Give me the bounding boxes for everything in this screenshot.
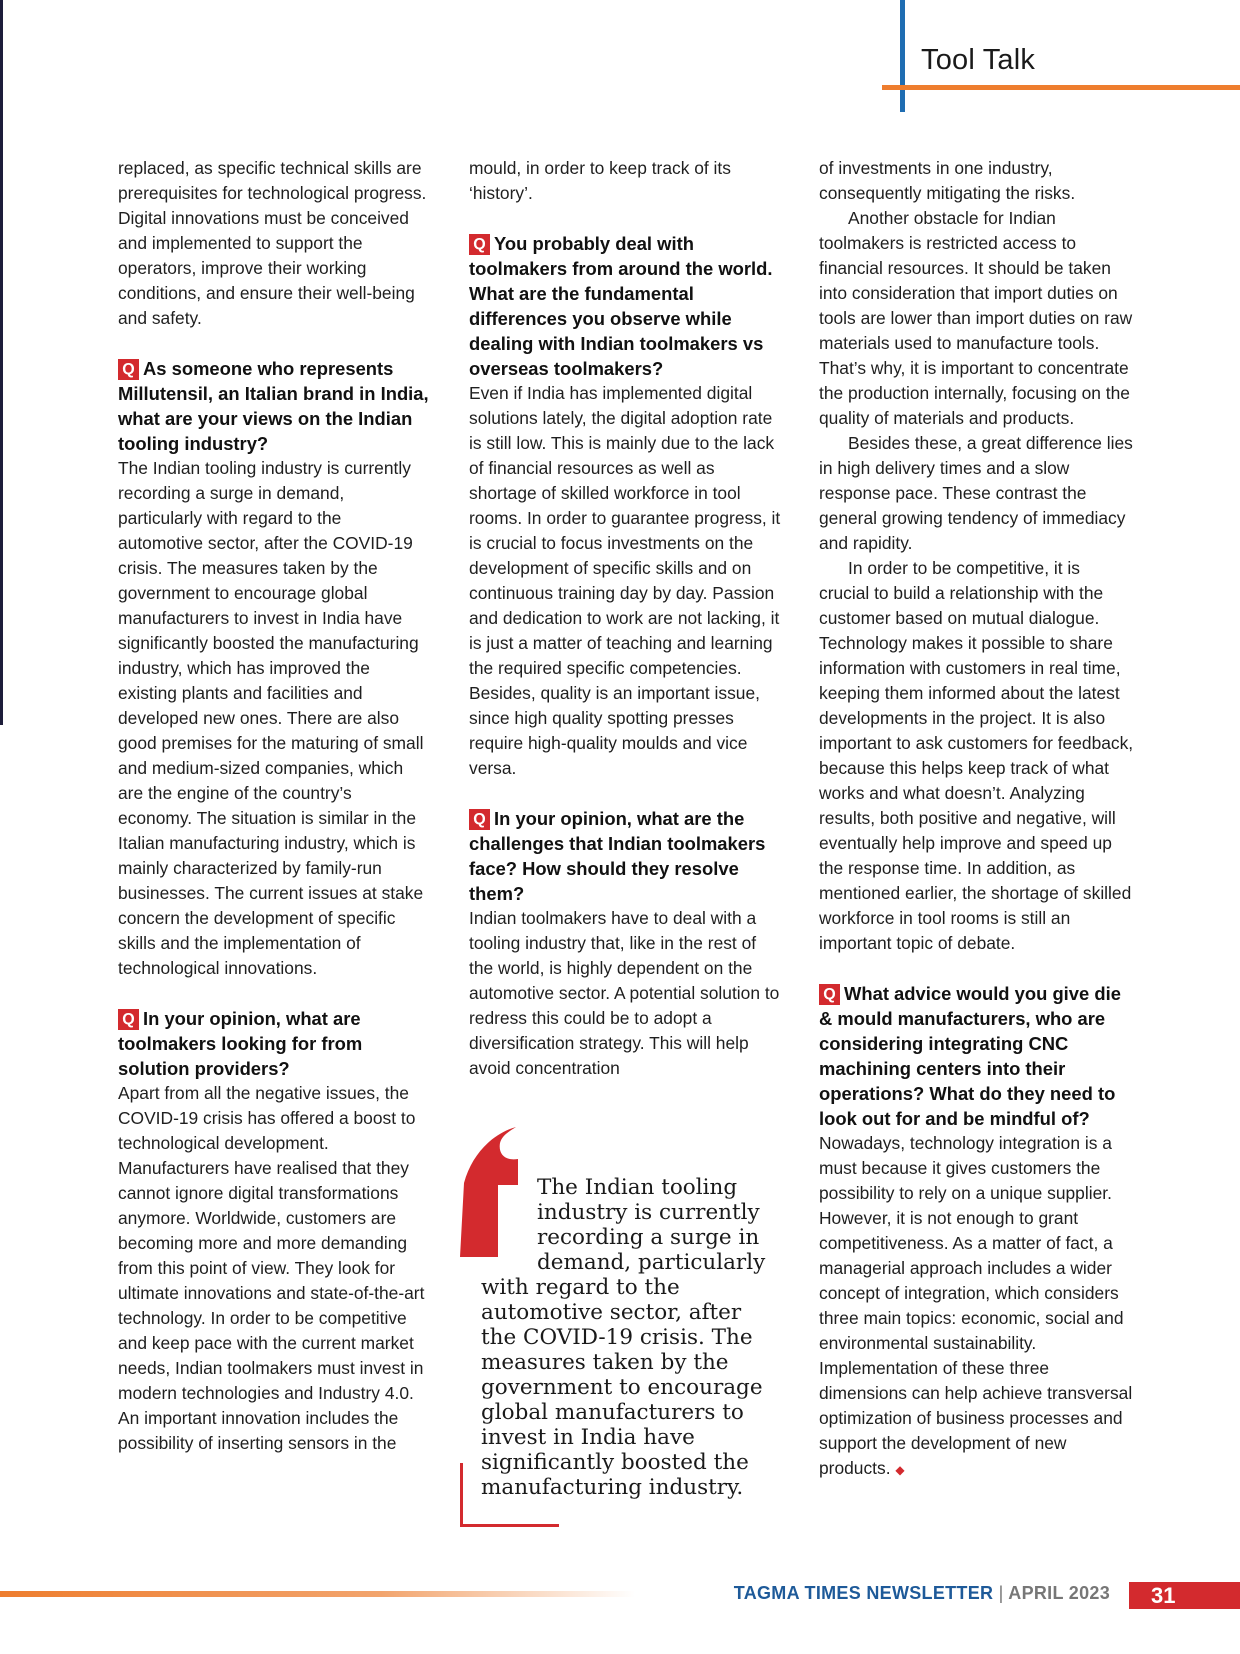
pull-quote-text: The Indian tooling industry is currently recording a surge in demand, particularly with regard to the automotive sector, after the COVID-19 crisis. The measures taken by the government to encourage global manufacturers to invest in India have significantly boosted the manufacturing industry.: [481, 1175, 766, 1500]
answer-paragraph: Even if India has implemented digital solutions lately, the digital adoption rate is still low. This is mainly due to the lack of financial resources as well as shortage of skilled workforce in tool rooms. In order to guarantee progress, it is crucial to focus investments on the development of specific skills and on continuous training day by day. Passion and dedication to work are not lacking, it is just a matter of teaching and learning the required specific competencies. Besides, quality is an important issue, since high quality spotting presses require high-quality moulds and vice versa.: [469, 383, 781, 778]
paragraph: mould, in order to keep track of its ‘history’.: [469, 158, 731, 203]
paragraph: In order to be competitive, it is crucial to build a relationship with the customer based on mutual dialogue. Technology makes it possible to share information with customers in real time, keeping them informed about the latest developments in the project. It is also important to ask customers for feedback, because this helps keep track of what works and what doesn’t. Analyzing results, both positive and negative, will eventually help improve and speed up the response time. In addition, as mentioned earlier, the shortage of skilled workforce in tool rooms is still an important topic of debate.: [819, 558, 1134, 953]
question-text: As someone who represents Millutensil, an Italian brand in India, what are your views on the Indian tooling industry?: [118, 358, 429, 454]
footer-publication: [734, 1583, 1110, 1604]
publication-name: TAGMA TIMES NEWSLETTER: [733, 1583, 994, 1603]
question-badge-icon: Q: [118, 1009, 139, 1030]
section-tag-vertical-bar: [900, 0, 905, 112]
paragraph: Besides these, a great difference lies in high delivery times and a slow response pace. These contrast the general growing tendency of immediacy and rapidity.: [819, 433, 1133, 553]
question-heading: [118, 1006, 430, 1081]
section-tag: [900, 0, 1240, 112]
pull-quote-bottom-rule: [460, 1524, 559, 1527]
pull-quote-side-rule: [460, 1463, 463, 1527]
paragraph: replaced, as specific technical skills are prerequisites for technological progress. Digital innovations must be conceived and implemented to support the operators, improve their working conditions, and ensure their well-being and safety.: [118, 158, 427, 328]
answer-paragraph: Apart from all the negative issues, the COVID-19 crisis has offered a boost to technological development. Manufacturers have realised that they cannot ignore digital transformations anymore. Worldwide, customers are becoming more and more demanding from this point of view. They look for ultimate innovations and state-of-the-art technology. In order to be competitive and keep pace with the current market needs, Indian toolmakers must invest in modern technologies and Industry 4.0. An important innovation includes the possibility of inserting sensors in the: [118, 1083, 425, 1453]
footer-rule: [0, 1591, 635, 1597]
footer-separator: |: [998, 1583, 1004, 1603]
page-number: 31: [1129, 1582, 1240, 1609]
column-1: [118, 156, 430, 1456]
question-text: You probably deal with toolmakers from around the world. What are the fundamental differences you observe while dealing with Indian toolmakers vs overseas toolmakers?: [469, 233, 773, 379]
answer-paragraph: Indian toolmakers have to deal with a tooling industry that, like in the rest of the world, is highly dependent on the automotive sector. A potential solution to redress this could be to adopt a diversification strategy. This will help avoid concentration: [469, 908, 780, 1078]
pull-quote: [460, 1125, 780, 1530]
section-title: Tool Talk: [921, 44, 1036, 76]
question-heading: [118, 356, 430, 456]
left-edge-rule: [0, 0, 3, 725]
question-heading: [469, 806, 781, 906]
question-badge-icon: Q: [819, 984, 840, 1005]
answer-paragraph: [819, 1131, 1135, 1483]
issue-date: APRIL 2023: [1008, 1583, 1110, 1603]
paragraph: of investments in one industry, consequently mitigating the risks.: [819, 158, 1076, 203]
question-badge-icon: Q: [469, 809, 490, 830]
question-text: In your opinion, what are the challenges that Indian toolmakers face? How should they resolve them?: [469, 808, 766, 904]
question-heading: [469, 231, 781, 381]
question-badge-icon: Q: [118, 359, 139, 380]
section-tag-horizontal-bar: [882, 85, 1240, 90]
column-3: [819, 156, 1135, 1483]
answer-text: Nowadays, technology integration is a must because it gives customers the possibility to rely on a unique supplier. However, it is not enough to grant competitiveness. As a matter of fact, a managerial approach includes a wider concept of integration, which considers three main topics: economic, social and environmental sustainability. Implementation of these three dimensions can help achieve transversal optimization of business processes and support the development of new products.: [819, 1133, 1133, 1478]
question-text: What advice would you give die & mould manufacturers, who are considering integrating CNC machining centers into their operations? What do they need to look out for and be mindful of?: [819, 983, 1121, 1129]
question-badge-icon: Q: [469, 234, 490, 255]
column-2: [469, 156, 781, 1081]
answer-paragraph: The Indian tooling industry is currently recording a surge in demand, particularly with regard to the automotive sector, after the COVID-19 crisis. The measures taken by the government to encourage global manufacturers to invest in India have significantly boosted the manufacturing industry, which has improved the existing plants and facilities and developed new ones. There are also good premises for the maturing of small and medium-sized companies, which are the engine of the country’s economy. The situation is similar in the Italian manufacturing industry, which is mainly characterized by family-run businesses. The current issues at stake concern the development of specific skills and the implementation of technological innovations.: [118, 458, 424, 978]
paragraph: Another obstacle for Indian toolmakers is restricted access to financial resources. It should be taken into consideration that import duties on tools are lower than import duties on raw materials used to manufacture tools. That’s why, it is important to concentrate the production internally, focusing on the quality of materials and products.: [819, 208, 1133, 428]
question-text: In your opinion, what are toolmakers looking for from solution providers?: [118, 1008, 363, 1079]
end-mark-icon: ◆: [895, 1463, 905, 1477]
question-heading: [819, 981, 1135, 1131]
